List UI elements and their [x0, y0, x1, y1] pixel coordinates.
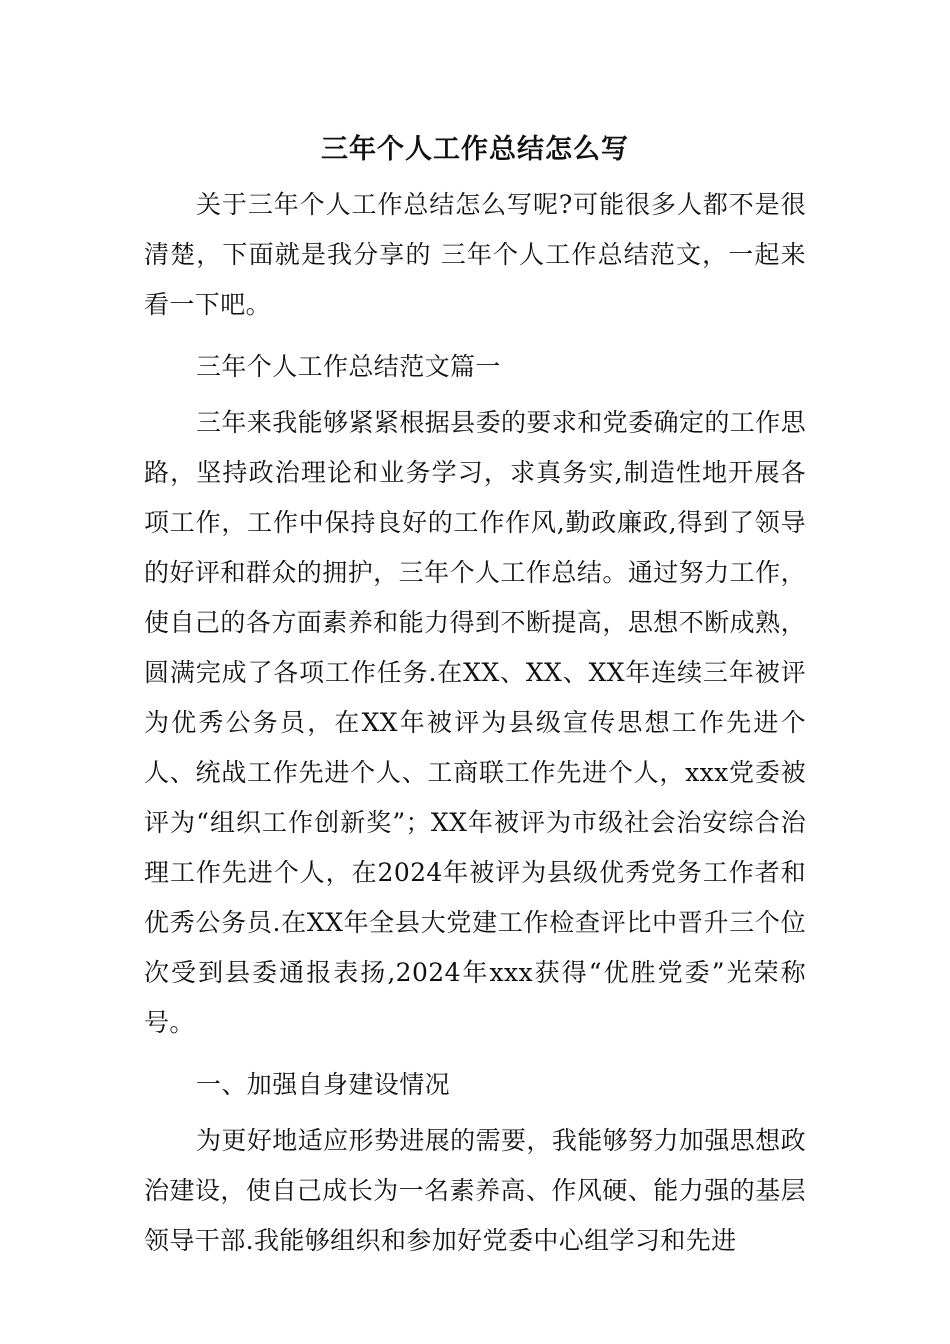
- closing-paragraph: 为更好地适应形势进展的需要，我能够努力加强思想政治建设，使自己成长为一名素养高、作风硬、能力强的基层领导干部.我能够组织和参加好党委中心组学习和先进: [144, 1126, 806, 1255]
- subheading: 一、加强自身建设情况: [196, 1070, 451, 1099]
- document-title: 三年个人工作总结怎么写: [321, 134, 629, 165]
- section-title: 三年个人工作总结范文篇一: [196, 352, 501, 381]
- paragraph-gap: [144, 330, 806, 336]
- body-paragraph: 三年来我能够紧紧根据县委的要求和党委确定的工作思路，坚持政治理论和业务学习，求真务实,制造性地开展各项工作，工作中保持良好的工作作风,勤政廉政,得到了领导的好评和群众的拥护，三年个人工作总结。通过努力工作，使自己的各方面素养和能力得到不断提高，思想不断成熟，圆满完成了各项工作任务.在XX、XX、XX年连续三年被评为优秀公务员，在XX年被评为县级宣传思想工作先进个人、统战工作先进个人、工商联工作先进个人，xxx党委被评为“组织工作创新奖”；XX年被评为市级社会治安综合治理工作先进个人，在2024年被评为县级优秀党务工作者和优秀公务员.在XX年全县大党建工作检查评比中晋升三个位次受到县委通报表扬,2024年xxx获得“优胜党委”光荣称号。: [144, 408, 806, 1037]
- intro-paragraph: 关于三年个人工作总结怎么写呢?可能很多人都不是很清楚，下面就是我分享的 三年个人工作总结范文，一起来看一下吧。: [144, 190, 806, 319]
- document-content: [144, 128, 806, 1266]
- paragraph-gap: [144, 1048, 806, 1054]
